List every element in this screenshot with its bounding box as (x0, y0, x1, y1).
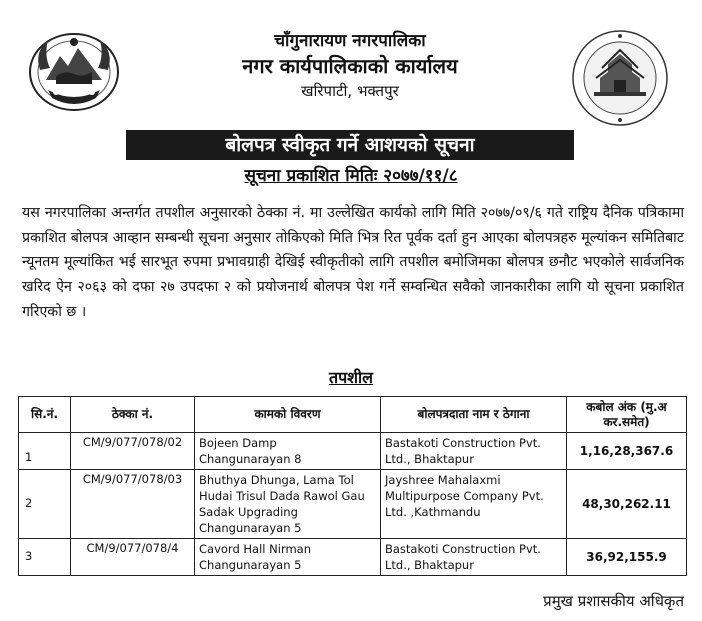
row-sn: 1 (19, 433, 71, 470)
row-bidder (381, 470, 567, 539)
work-line: Changunarayan 5 (199, 558, 302, 572)
work-line: Changunarayan 5 (199, 521, 302, 535)
bidder-line: Ltd., Bhaktapur (385, 452, 474, 466)
column-header-sn: सि.नं. (19, 397, 71, 433)
table-row (19, 433, 687, 470)
row-contract-no: CM/9/077/078/02 (71, 433, 195, 470)
row-sn: 2 (19, 470, 71, 539)
bidder-line: Ltd., Bhaktapur (385, 558, 474, 572)
row-work (195, 433, 381, 470)
notice-title: बोलपत्र स्वीकृत गर्ने आशयको सूचना (126, 130, 574, 160)
table-row (19, 470, 687, 539)
row-work (195, 539, 381, 576)
letterhead-text (150, 30, 550, 102)
municipality-seal-icon (570, 28, 670, 128)
work-line: Changunarayan 8 (199, 452, 302, 466)
work-line: Bhuthya Dhunga, Lama Tol (199, 473, 354, 487)
bid-details-table (18, 396, 687, 576)
column-header-bidder: बोलपत्रदाता नाम र ठेगाना (381, 397, 567, 433)
office-name: नगर कार्यपालिकाको कार्यालय (242, 54, 458, 78)
row-bidder (381, 539, 567, 576)
row-amount: 48,30,262.11 (567, 470, 687, 539)
bidder-line: Ltd. ,Kathmandu (385, 505, 481, 519)
details-heading: तपशील (328, 368, 374, 387)
column-header-work: कामको विवरण (195, 397, 381, 433)
work-line: Sadak Upgrading (199, 505, 298, 519)
letterhead (0, 0, 702, 130)
bidder-line: Bastakoti Construction Pvt. (385, 542, 541, 556)
row-amount: 1,16,28,367.6 (567, 433, 687, 470)
work-line: Cavord Hall Nirman (199, 542, 312, 556)
municipality-name: चाँगुनारायण नगरपालिका (274, 31, 426, 51)
bidder-line: Bastakoti Construction Pvt. (385, 436, 541, 450)
row-contract-no: CM/9/077/078/4 (71, 539, 195, 576)
row-sn: 3 (19, 539, 71, 576)
row-amount: 36,92,155.9 (567, 539, 687, 576)
work-line: Bojeen Damp (199, 436, 277, 450)
work-line: Hudai Trisul Dada Rawol Gau (199, 489, 365, 503)
publication-date: सूचना प्रकाशित मितिः २०७७/११/८ (244, 166, 458, 186)
row-work (195, 470, 381, 539)
bidder-line: Jayshree Mahalaxmi (385, 473, 501, 487)
signatory-title: प्रमुख प्रशासकीय अधिकृत (543, 592, 684, 610)
row-bidder (381, 433, 567, 470)
column-header-amount: कबोल अंक (मु.अ कर.समेत) (567, 397, 687, 433)
column-header-contract-no: ठेक्का नं. (71, 397, 195, 433)
nepal-emblem-icon (26, 30, 122, 114)
notice-body: यस नगरपालिका अन्तर्गत तपशील अनुसारको ठेक्का नं. मा उल्लेखित कार्यको लागि मिति २०७७/०९/६ गते राष्ट्रिय दैनिक पत्रिकामा प्रकाशित बोलपत्र आव्हान सम्बन्धी सूचना अनुसार तोकिएको मिति भित्र रित पूर्वक दर्ता हुन आएका बोलपत्रहरु मूल्यांकन समितिबाट न्यूनतम मूल्यांकित भई सारभूत रुपमा प्रभावग्राही देखिई स्वीकृतीको लागि तपशील बमोजिमका बोलपत्र छनौट भएकोले सार्वजनिक खरिद ऐन २०६३ को दफा २७ उपदफा २ को प्रयोजनार्थ बोलपत्र पेश गर्ने सम्वन्धित सवैको जानकारीका लागि यो सूचना प्रकाशित गरिएको छ । (22, 205, 684, 320)
table-header-row (19, 397, 687, 433)
row-contract-no: CM/9/077/078/03 (71, 470, 195, 539)
office-address: खरिपाटी, भक्तपुर (301, 82, 399, 100)
bidder-line: Multipurpose Company Pvt. (385, 489, 544, 503)
table-row (19, 539, 687, 576)
